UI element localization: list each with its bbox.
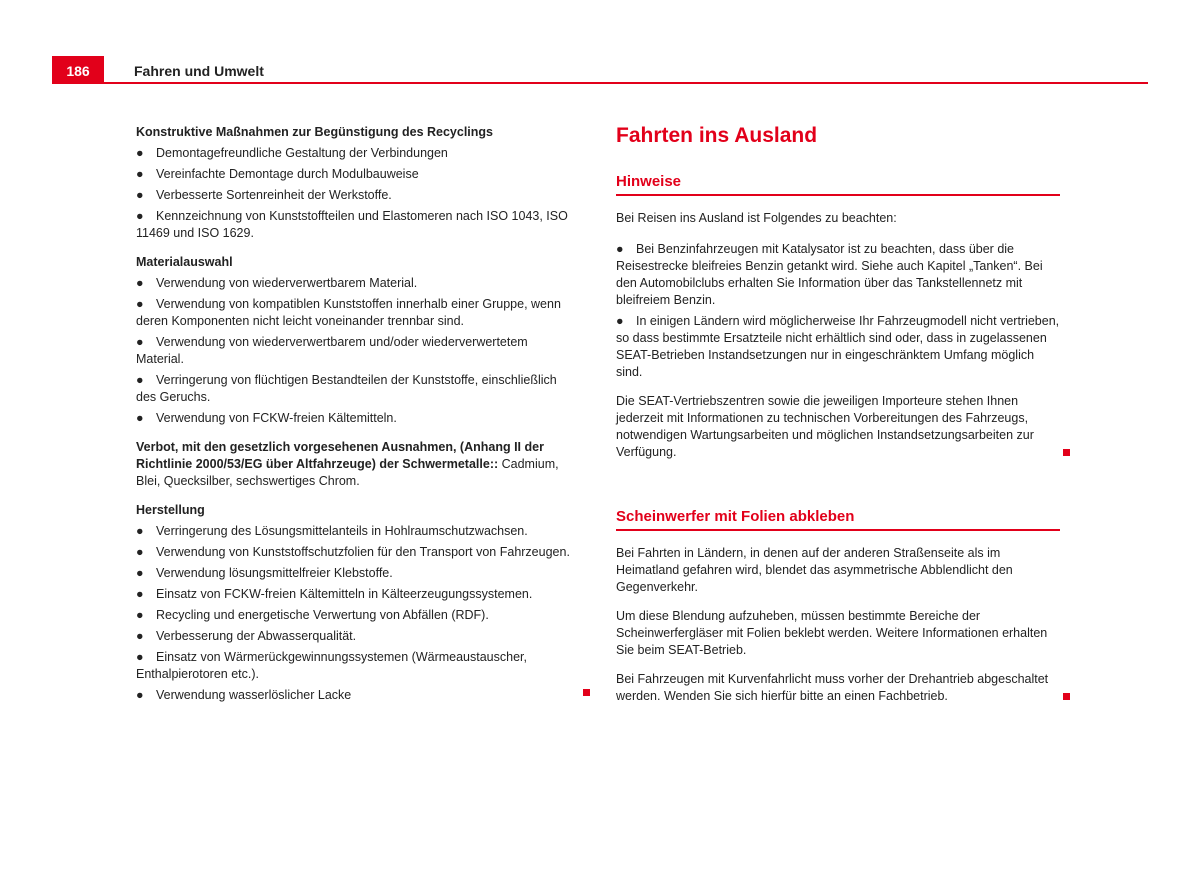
list-item: ● Verwendung wasserlöslicher Lacke — [136, 688, 352, 702]
bullet-icon: ● — [136, 608, 144, 622]
list-item: ● Verwendung von FCKW-freien Kältemitteln. — [136, 411, 397, 425]
production-section — [136, 502, 576, 704]
scheinwerfer-section — [616, 507, 1060, 705]
list-item: ● Vereinfachte Demontage durch Modulbauweise — [136, 167, 419, 181]
right-column — [616, 122, 1060, 705]
list-item: ● Recycling und energetische Verwertung von Abfällen (RDF). — [136, 608, 489, 622]
hinweise-heading: Hinweise — [616, 172, 1060, 196]
list-item: ● Verringerung des Lösungsmittelanteils in Hohlraumschutzwachsen. — [136, 524, 528, 538]
bullet-icon: ● — [136, 335, 144, 349]
left-column — [136, 124, 576, 716]
section-end-marker — [1063, 449, 1070, 456]
hinweise-section — [616, 172, 1060, 461]
bullet-icon: ● — [136, 146, 144, 160]
paragraph: Bei Fahrzeugen mit Kurvenfahrlicht muss vorher der Drehantrieb abgeschaltet werden. Wenden Sie sich hierfür bitte an einen Fachbetrieb. — [616, 672, 1049, 703]
list-item: ● Verbesserte Sortenreinheit der Werkstoffe. — [136, 188, 392, 202]
production-heading: Herstellung — [136, 503, 205, 517]
bullet-icon: ● — [136, 524, 144, 538]
bullet-icon: ● — [136, 545, 144, 559]
bullet-icon: ● — [136, 629, 144, 643]
bullet-icon: ● — [136, 167, 144, 181]
paragraph: Um diese Blendung aufzuheben, müssen bestimmte Bereiche der Scheinwerfergläser mit Folien beklebt werden. Weitere Informationen erhalten Sie beim SEAT-Betrieb. — [616, 609, 1048, 657]
scheinwerfer-heading: Scheinwerfer mit Folien abkleben — [616, 507, 1060, 531]
section-title: Fahrten ins Ausland — [616, 124, 818, 147]
recycling-heading: Konstruktive Maßnahmen zur Begünstigung des Recyclings — [136, 125, 494, 139]
chapter-title: Fahren und Umwelt — [134, 63, 264, 79]
list-item: ● Verwendung von Kunststoffschutzfolien für den Transport von Fahrzeugen. — [136, 545, 570, 559]
page-number: 186 — [52, 56, 104, 84]
heavy-metals-bold: Verbot, mit den gesetzlich vorgesehenen Ausnahmen, (Anhang II der Richtlinie 2000/53/EG über Altfahrzeuge) der Schwermetalle:: — [136, 440, 544, 471]
list-item: ● In einigen Ländern wird möglicherweise Ihr Fahrzeugmodell nicht vertrieben, so dass bestimmte Ersatzteile nicht erhältlich sind oder, dass in zugelassenen SEAT-Betrieben Instandsetzungen nur in eingeschränktem Umfang möglich sind. — [616, 314, 1060, 379]
bullet-icon: ● — [136, 587, 144, 601]
material-heading: Materialauswahl — [136, 255, 233, 269]
list-item: ● Verwendung von kompatiblen Kunststoffen innerhalb einer Gruppe, wenn deren Komponenten nicht leicht voneinander trennbar sind. — [136, 297, 561, 328]
bullet-icon: ● — [136, 297, 144, 311]
bullet-icon: ● — [136, 276, 144, 290]
bullet-icon: ● — [136, 373, 144, 387]
list-item: ● Verbesserung der Abwasserqualität. — [136, 629, 357, 643]
bullet-icon: ● — [136, 209, 144, 223]
list-item: ● Einsatz von FCKW-freien Kältemitteln in Kälteerzeugungssystemen. — [136, 587, 533, 601]
page-header — [52, 56, 1148, 86]
list-item: ● Demontagefreundliche Gestaltung der Verbindungen — [136, 146, 448, 160]
hinweise-intro: Bei Reisen ins Ausland ist Folgendes zu beachten: — [616, 211, 897, 225]
bullet-icon: ● — [136, 188, 144, 202]
list-item: ● Bei Benzinfahrzeugen mit Katalysator ist zu beachten, dass über die Reisestrecke bleifreies Benzin getankt wird. Siehe auch Kapitel „Tanken“. Bei den Automobilclubs erhalten Sie Information über das Tankstellennetz mit bleifreiem Benzin. — [616, 242, 1043, 307]
list-item: ● Verwendung von wiederverwertbarem und/oder wiederverwertetem Material. — [136, 335, 528, 366]
heavy-metals-paragraph — [136, 439, 576, 490]
list-item: ● Verwendung von wiederverwertbarem Material. — [136, 276, 418, 290]
paragraph: Bei Fahrten in Ländern, in denen auf der anderen Straßenseite als im Heimatland gefahren wird, blendet das asymmetrische Abblendlicht den Gegenverkehr. — [616, 546, 1013, 594]
material-section — [136, 254, 576, 427]
bullet-icon: ● — [136, 688, 144, 702]
section-end-marker — [1063, 693, 1070, 700]
section-end-marker — [583, 689, 590, 696]
list-item: ● Einsatz von Wärmerückgewinnungssystemen (Wärmeaustauscher, Enthalpierotoren etc.). — [136, 650, 527, 681]
bullet-icon: ● — [136, 411, 144, 425]
heavy-metals-text: Cadmium, Blei, Quecksilber, sechswertiges Chrom. — [136, 457, 559, 488]
list-item: ● Kennzeichnung von Kunststoffteilen und Elastomeren nach ISO 1043, ISO 11469 und ISO 1629. — [136, 209, 568, 240]
bullet-icon: ● — [136, 566, 144, 580]
bullet-icon: ● — [136, 650, 144, 664]
list-item: ● Verwendung lösungsmittelfreier Klebstoffe. — [136, 566, 393, 580]
bullet-icon: ● — [616, 314, 624, 328]
list-item: ● Verringerung von flüchtigen Bestandteilen der Kunststoffe, einschließlich des Geruchs. — [136, 373, 557, 404]
bullet-icon: ● — [616, 242, 624, 256]
hinweise-closing: Die SEAT-Vertriebszentren sowie die jeweiligen Importeure stehen Ihnen jederzeit mit Informationen zu technischen Vorbereitungen des Fahrzeugs, notwendigen Wartungsarbeiten und möglichen Instandsetzungsarbeiten zur Verfügung. — [616, 394, 1034, 459]
recycling-section — [136, 124, 576, 242]
header-rule — [52, 82, 1148, 84]
